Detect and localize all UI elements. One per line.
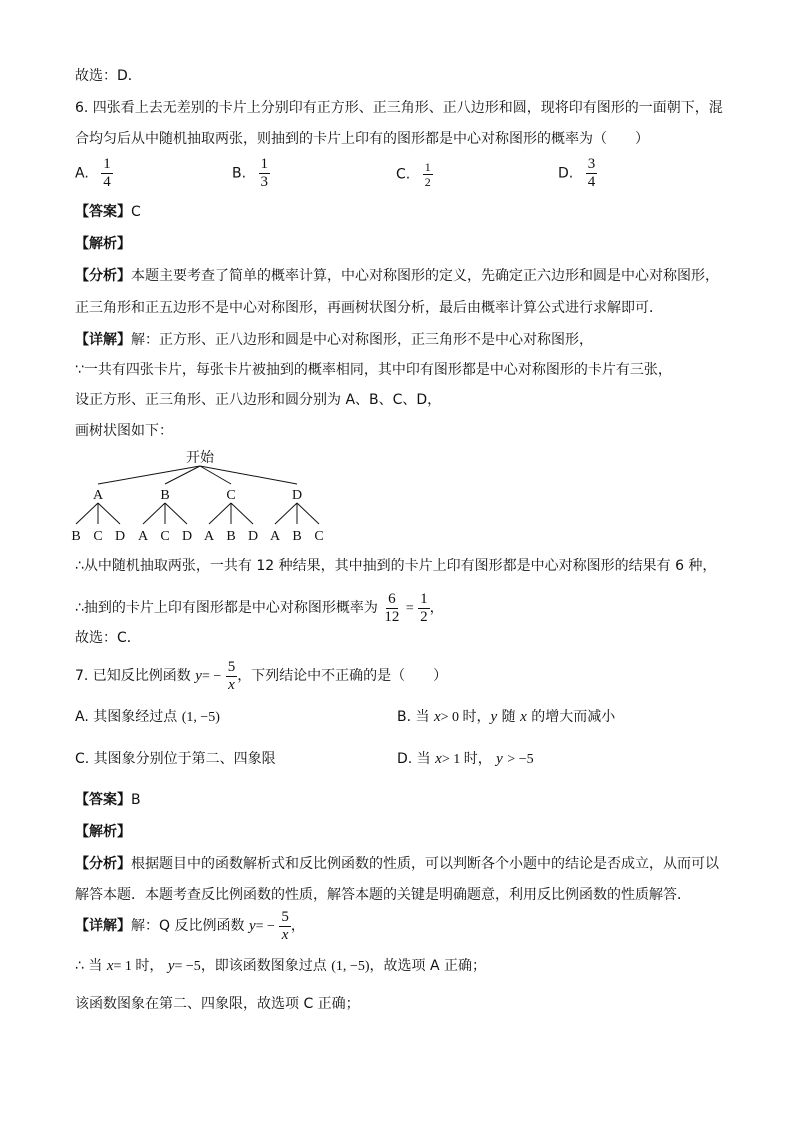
tree-edge xyxy=(165,503,187,524)
tree-leaf: D xyxy=(247,529,259,544)
tree-leaf: B xyxy=(292,529,302,544)
tree-edge xyxy=(209,503,231,524)
question-6-text-line1: 6. 四张看上去无差别的卡片上分别印有正方形、正三角形、正八边形和圆，现将印有图形的一面朝下，混 xyxy=(75,100,723,116)
tree-edge xyxy=(297,503,319,524)
tree-edge xyxy=(143,503,165,524)
tree-node: C xyxy=(226,488,236,503)
tree-edge xyxy=(98,503,120,524)
xiangjie-line3: 设正方形、正三角形、正八边形和圆分别为 A、B、C、D， xyxy=(75,392,442,408)
xiangjie-tag: 【详解】 xyxy=(75,918,131,934)
question-7-text: 7. 已知反比例函数 y= − $\frac{5}{x}$ ，下列结论中不正确的是（ ） xyxy=(75,658,448,693)
xiangjie-line3: 该函数图象在第二、四象限，故选项 C 正确； xyxy=(75,996,360,1012)
question-6-text-line2: 合均匀后从中随机抽取两张，则抽到的卡片上印有的图形都是中心对称图形的概率为（ ） xyxy=(75,131,649,147)
xiangjie-tag: 【详解】 xyxy=(75,332,131,348)
tree-leaf: C xyxy=(160,529,170,544)
tree-node: B xyxy=(160,488,170,503)
fenxi-line2: 正三角形和正五边形不是中心对称图形，再画树状图分析，最后由概率计算公式进行求解即可． xyxy=(75,300,663,316)
answer-tag: 【答案】 xyxy=(75,792,131,808)
tree-leaf: B xyxy=(226,529,236,544)
tree-edge xyxy=(98,466,200,484)
option-b: B. $\frac{1}{3}$ xyxy=(232,156,269,190)
tree-leaf: C xyxy=(93,529,103,544)
tree-node: A xyxy=(92,488,104,503)
tree-root: 开始 xyxy=(186,450,214,466)
fenxi-tag: 【分析】 xyxy=(75,856,131,872)
xiangjie-line5: ∴从中随机抽取两张，一共有 12 种结果，其中抽到的卡片上印有图形都是中心对称图形的结果有 6 种， xyxy=(75,558,717,574)
fenxi-tag: 【分析】 xyxy=(75,268,131,284)
option-a: A. 其图象经过点 (1, −5) xyxy=(75,709,220,725)
xiangjie-line6: ∴抽到的卡片上印有图形都是中心对称图形概率为 $\frac{6}{12}$ = $\frac{1}{2}$ ， xyxy=(75,590,444,625)
xiangjie-line1: 【详解】解：正方形、正八边形和圆是中心对称图形，正三角形不是中心对称图形， xyxy=(75,332,593,348)
tree-leaf: A xyxy=(203,529,215,544)
answer-tag: 【答案】 xyxy=(75,204,131,220)
tree-leaf: D xyxy=(181,529,193,544)
fenxi-line2: 解答本题．本题考查反比例函数的性质，解答本题的关键是明确题意，利用反比例函数的性质解答． xyxy=(75,887,691,903)
text-line: 故选：D． xyxy=(75,68,142,84)
xiangjie-line4: 画树状图如下： xyxy=(75,423,173,439)
tree-edge xyxy=(275,503,297,524)
tree-edge xyxy=(76,503,98,524)
xiangjie-line2: ∵一共有四张卡片，每张卡片被抽到的概率相同，其中印有图形都是中心对称图形的卡片有三张， xyxy=(75,362,672,378)
jiexi-tag: 【解析】 xyxy=(75,824,131,840)
option-d: D. $\frac{3}{4}$ xyxy=(558,156,596,190)
tree-edge xyxy=(231,503,253,524)
fenxi-line1: 【分析】本题主要考查了简单的概率计算，中心对称图形的定义，先确定正六边形和圆是中心对称图形， xyxy=(75,268,719,284)
tree-leaf: C xyxy=(314,529,324,544)
fenxi-line1: 【分析】根据题目中的函数解析式和反比例函数的性质，可以判断各个小题中的结论是否成立，从而可以 xyxy=(75,856,719,872)
option-a: A. $\frac{1}{4}$ xyxy=(75,156,111,190)
tree-leaf: D xyxy=(114,529,126,544)
option-c: C. $\frac{1}{2}$ xyxy=(396,160,431,189)
answer-line xyxy=(75,790,141,810)
answer-value: C xyxy=(131,204,141,220)
option-b: B. 当 x> 0 时，y 随 x 的增大而减小 xyxy=(397,709,616,725)
option-c: C. 其图象分别位于第二、四象限 xyxy=(75,751,276,767)
xiangjie-line2: ∴ 当 x= 1 时， y= −5，即该函数图象过点 (1, −5)，故选项 A 正确； xyxy=(75,958,486,974)
xiangjie-line1: 【详解】解：Q 反比例函数 y= − $\frac{5}{x}$ ， xyxy=(75,908,305,943)
jiexi-tag: 【解析】 xyxy=(75,236,131,252)
answer-value: B xyxy=(131,792,141,808)
tree-node: D xyxy=(291,488,303,503)
tree-leaf: B xyxy=(71,529,81,544)
option-d: D. 当 x> 1 时， y > −5 xyxy=(397,751,534,767)
xiangjie-line7: 故选：C． xyxy=(75,630,141,646)
answer-line xyxy=(75,202,141,222)
tree-leaf: A xyxy=(269,529,281,544)
tree-leaf: A xyxy=(137,529,149,544)
tree-diagram xyxy=(70,446,340,546)
